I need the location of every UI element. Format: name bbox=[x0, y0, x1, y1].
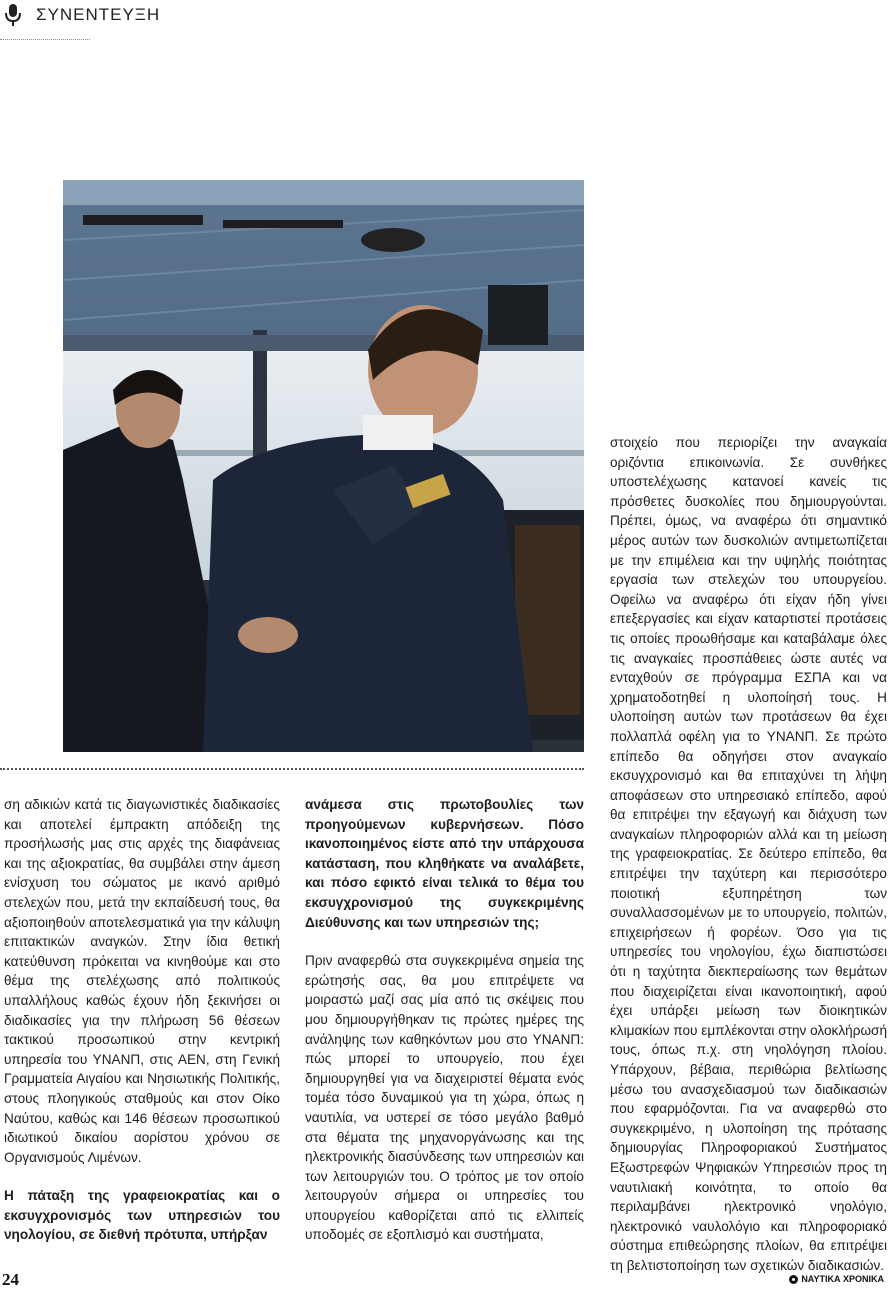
header-divider bbox=[0, 39, 90, 40]
paragraph: στοιχείο που περιορίζει την αναγκαία οριζόντια επικοινωνία. Σε συνθήκες υποστελέχωσης κατανοεί κανείς τις πρόσθετες δυσκολίες που δημιουργούνται. Πρέπει, όμως, να αναφέρω ότι σημαντικό μέρος αυτών των δυσκολιών αντιμετωπίζεται με την επιμέλεια και την υψηλής ποιότητας εργασία των στελεχών του υπουργείου. Οφείλω να αναφέρω ότι είχαν ήδη γίνει επεξεργασίες και είχαν καταρτιστεί προτάσεις τις οποίες προωθήσαμε και καταβάλαμε όλες τις αναγκαίες προσπάθειες ώστε αυτές να ενταχθούν σε πρόγραμμα ΕΣΠΑ και να χρηματοδοτηθεί η υλοποίησή τους. Η υλοποίηση αυτών των προτάσεων θα έχει πολλαπλά οφέλη για το ΥΝΑΝΠ. Σε πρώτο επίπεδο θα οδηγήσει στον αναγκαίο εκσυγχρονισμό και θα επιταχύνει τη λήψη αποφάσεων στο υπηρεσιακό επίπεδο, αφού θα επιτρέψει την εξαγωγή και διάχυση των αναγκαίων πληροφοριών αλλά και τη μείωση της γραφειοκρατίας. Σε δεύτερο επίπεδο, θα επιτρέψει την ταχύτερη και περισσότερο ποιοτική εξυπηρέτηση των συναλλασσομένων με το υπουργείο, πολιτών, επιχειρήσεων ή φορέων. Όσο για τις υπηρεσίες του νηολογίου, έχω διαπιστώσει ότι η ταχύτητα διεκπεραίωσης των θεμάτων που διαχειρίζεται είναι ικανοποιητική, αφού έχει υπάρξει μείωση των διοικητικών κλιμακίων που εμπλέκονται στην ολοκλήρωσή τους, όπως π.χ. στη νηολόγηση πλοίου. Υπάρχουν, βέβαια, περιθώρια βελτίωσης μέσω του ανασχεδιασμού των διαδικασιών που εφαρμόζονται. Για να αναφερθώ στο συγκεκριμένο, η υλοποίηση της πρότασης δημιουργίας Πληροφοριακού Συστήματος Εξωστρεφών Ψηφιακών Υπηρεσιών προς τη ναυτιλιακή κοινότητα, το οποίο θα περιλαμβάνει ηλεκτρονικό νηολόγιο, ηλεκτρονικό ναυλολόγιο και πληροφοριακό σύστημα επιθεώρησης πλοίων, θα επιτρέψει τη βελτιστοποίηση των σχετικών διαδικασιών. bbox=[610, 435, 888, 1273]
page-number: 24 bbox=[2, 1270, 19, 1289]
text-column-3 bbox=[610, 433, 887, 1276]
interview-question: ανάμεσα στις πρωτοβουλίες των προηγούμενων κυβερνήσεων. Πόσο ικανοποιημένος είστε από την υπάρχουσα κατάσταση, που κληθήκατε να αναλάβετε, και πόσο εφικτό είναι τελικά το θέμα του εκσυγχρονισμού της συγκεκριμένης Διεύθυνσης και των υπηρεσιών της; bbox=[305, 797, 584, 930]
brand-logo-icon bbox=[789, 1275, 798, 1284]
text-column-2 bbox=[305, 795, 584, 1245]
microphone-icon bbox=[4, 3, 22, 27]
text-column-1 bbox=[4, 795, 280, 1245]
section-title: ΣΥΝΕΝΤΕΥΞΗ bbox=[36, 5, 161, 24]
paragraph: ση αδικιών κατά τις διαγωνιστικές διαδικασίες και αποτελεί έμπρακτη απόδειξη της προσήλωσής μας στις αρχές της διαφάνειας και της αξιοκρατίας, θα συμβάλει στην άμεση ενίσχυση του σώματος με ικανό αριθμό στελεχών που, μετά την εκπαίδευσή τους, θα αξιοποιηθούν αποτελεσματικά για την κάλυψη επιτακτικών αναγκών. Στην ίδια θετική κατεύθυνση πρόκειται να κινηθούμε και στο θέμα της στελέχωσης από πολιτικούς υπαλλήλους καθώς έχουν ήδη ξεκινήσει οι διαδικασίες για την πλήρωση 56 θέσεων τακτικού προσωπικού στην κεντρική υπηρεσία του ΥΝΑΝΠ, στις ΑΕΝ, στη Γενική Γραμματεία Αιγαίου και Νησιωτικής Πολιτικής, στους πλοηγικούς σταθμούς και στον Οίκο Ναύτου, καθώς και 146 θέσεων προσωπικού ιδιωτικού δικαίου αορίστου χρόνου σε Οργανισμούς Λιμένων. bbox=[4, 797, 280, 1165]
brand-name: ΝΑΥΤΙΚΑ ΧΡΟΝΙΚΑ bbox=[801, 1274, 884, 1284]
page-header bbox=[4, 0, 160, 30]
brand-footer bbox=[789, 1274, 884, 1284]
paragraph: Πριν αναφερθώ στα συγκεκριμένα σημεία της ερώτησής σας, θα μου επιτρέψετε να μοιραστώ μαζί σας μία από τις σκέψεις που μου δημιουργήθηκαν τις πρώτες ημέρες της ανάληψης των καθηκόντων μου στο ΥΝΑΝΠ: πώς μπορεί το υπουργείο, που έχει δημιουργηθεί για να διαχειριστεί θέματα ενός τομέα τόσο δυναμικού για τη χώρα, όπως η ναυτιλία, να υστερεί σε τόσο μεγάλο βαθμό στα θέματα της μηχανοργάνωσης και της ηλεκτρονικής διασύνδεσης των υπηρεσιών και των λειτουργιών του. Ο τρόπος με τον οποίο λειτουργούν σήμερα οι υπηρεσίες του υπουργείου καθορίζεται από τις ελλιπείς υποδομές σε εξοπλισμό και συστήματα, bbox=[305, 953, 584, 1243]
ship-bridge-photo bbox=[63, 180, 584, 752]
photo-divider bbox=[0, 768, 584, 770]
interview-question: Η πάταξη της γραφειοκρατίας και ο εκσυγχρονισμός των υπηρεσιών του νηολογίου, σε διεθνή πρότυπα, υπήρξαν bbox=[4, 1188, 280, 1243]
